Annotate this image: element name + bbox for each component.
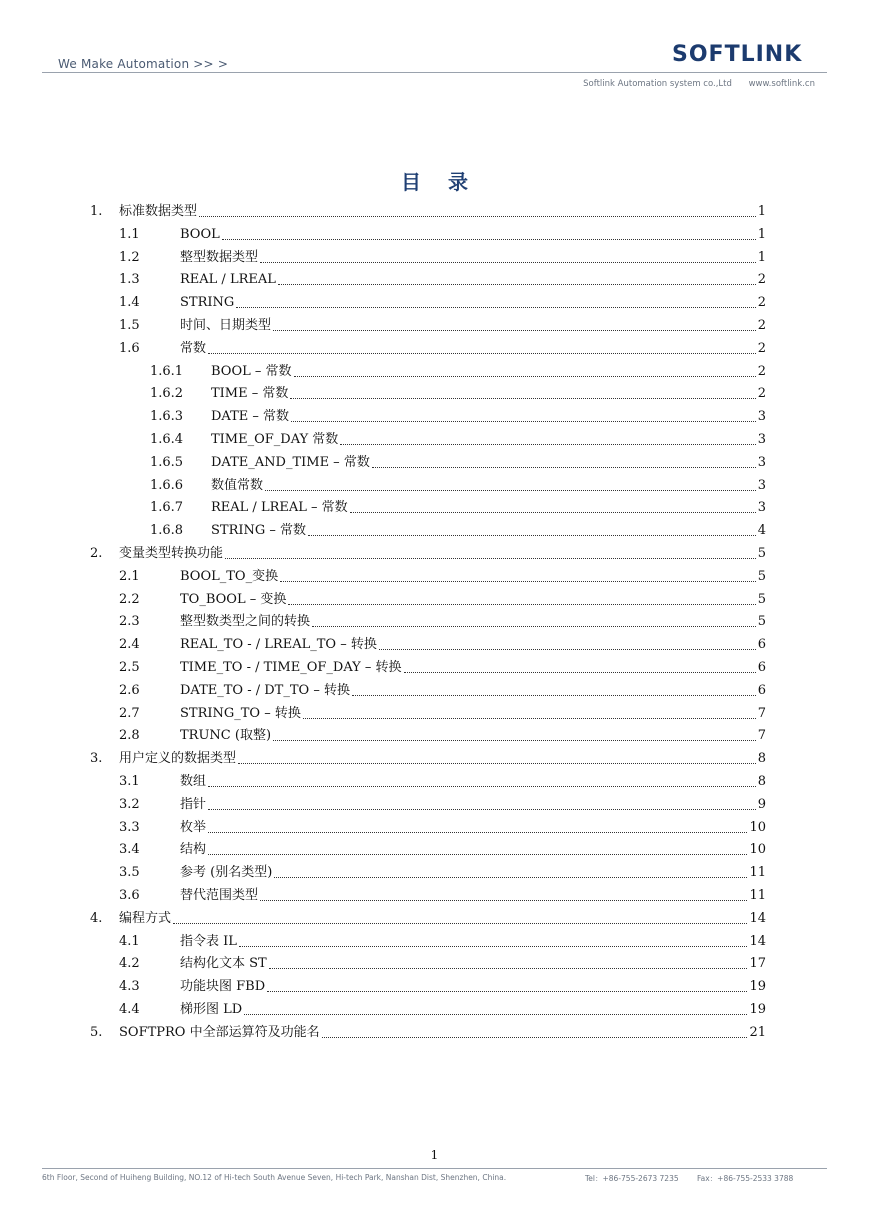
toc-entry[interactable] — [0, 496, 869, 516]
website[interactable]: www.softlink.cn — [748, 79, 815, 89]
toc-leader-dots — [322, 1037, 748, 1038]
toc-entry[interactable] — [0, 793, 869, 813]
toc-leader-dots — [238, 763, 756, 764]
toc-leader-dots — [239, 946, 748, 947]
toc-entry[interactable] — [0, 200, 869, 220]
toc-entry-page: 2 — [757, 386, 766, 402]
footer-tel: Tel：+86-755-2673 7235 — [585, 1174, 679, 1183]
toc-leader-dots — [291, 421, 756, 422]
toc-leader-dots — [352, 695, 756, 696]
toc-entry-number: 1.5 — [119, 318, 140, 333]
toc-leader-dots — [225, 558, 756, 559]
toc-entry-label: 指令表 IL — [180, 933, 237, 949]
toc-leader-dots — [208, 854, 747, 855]
toc-entry-number: 1. — [90, 204, 103, 219]
toc-entry-number: 1.6.7 — [150, 500, 184, 516]
toc-entry-page: 10 — [749, 819, 766, 835]
toc-leader-dots — [372, 467, 756, 468]
page-number: 1 — [430, 1148, 439, 1162]
toc-entry[interactable] — [0, 268, 869, 288]
toc-entry-number: 2. — [90, 546, 103, 561]
toc-entry-page: 6 — [757, 682, 766, 698]
toc-leader-dots — [379, 649, 756, 650]
toc-entry-number: 2.8 — [119, 728, 140, 744]
toc-leader-dots — [280, 581, 756, 582]
toc-entry-label: 数组 — [180, 774, 207, 789]
toc-entry-label: 整型数类型之间的转换 — [180, 614, 311, 630]
toc-entry-number: 5. — [90, 1024, 103, 1040]
toc-leader-dots — [173, 923, 747, 924]
toc-entry-label: TIME_OF_DAY 常数 — [211, 432, 339, 447]
toc-entry-label: 结构 — [180, 842, 207, 858]
toc-entry-label: TO_BOOL – 变换 — [180, 591, 287, 607]
toc-entry-label: 整型数据类型 — [180, 249, 259, 265]
toc-leader-dots — [312, 626, 756, 627]
toc-entry-number: 3. — [90, 751, 103, 767]
toc-entry[interactable] — [0, 519, 869, 539]
toc-entry[interactable] — [0, 314, 869, 334]
toc-entry-number: 2.5 — [119, 660, 140, 675]
toc-entry-label: TRUNC (取整) — [180, 728, 272, 744]
toc-entry-page: 5 — [757, 546, 766, 561]
toc-entry-page: 3 — [757, 500, 766, 516]
toc-leader-dots — [208, 786, 756, 787]
toc-entry-label: STRING – 常数 — [211, 523, 307, 539]
toc-entry-page: 9 — [757, 796, 766, 812]
toc-entry-label: 参考 (别名类型) — [180, 865, 273, 881]
toc-entry-page: 1 — [757, 226, 766, 242]
toc-entry-label: REAL / LREAL — [180, 272, 276, 288]
toc-leader-dots — [244, 1014, 747, 1015]
toc-entry-label: STRING_TO – 转换 — [180, 705, 301, 721]
toc-entry-label: REAL_TO - / LREAL_TO – 转换 — [180, 637, 377, 653]
toc-entry-page: 10 — [749, 842, 766, 858]
toc-entry-number: 1.6.3 — [150, 409, 184, 425]
toc-entry-page: 4 — [757, 523, 766, 539]
toc-entry-page: 5 — [757, 591, 766, 607]
toc-entry[interactable] — [0, 907, 869, 927]
toc-entry-number: 2.7 — [119, 705, 140, 721]
toc-entry-label: SOFTPRO 中全部运算符及功能名 — [119, 1024, 320, 1040]
toc-entry-label: 替代范围类型 — [180, 888, 259, 903]
toc-entry-page: 7 — [757, 728, 766, 744]
toc-entry-number: 1.6.5 — [150, 454, 184, 470]
toc-entry-number: 4. — [90, 910, 103, 926]
header-slogan: We Make Automation >> > — [58, 57, 229, 71]
toc-leader-dots — [267, 991, 747, 992]
toc-entry[interactable] — [0, 405, 869, 425]
toc-entry[interactable] — [0, 337, 869, 357]
toc-entry-number: 1.3 — [119, 272, 140, 288]
toc-entry-number: 4.3 — [119, 979, 140, 995]
company-name: Softlink Automation system co.,Ltd — [583, 79, 732, 89]
toc-entry[interactable] — [0, 382, 869, 402]
toc-entry-number: 1.6.6 — [150, 477, 184, 493]
toc-entry-label: 常数 — [180, 340, 207, 356]
toc-entry-number: 1.6.8 — [150, 523, 184, 539]
toc-leader-dots — [236, 307, 755, 308]
footer-address: 6th Floor, Second of Huiheng Building, NO.12 of Hi-tech South Avenue Seven, Hi-tech Park, Nanshan Dist, Shenzhen, China. — [42, 1173, 507, 1182]
toc-entry-label: BOOL_TO_变换 — [180, 568, 279, 584]
toc-entry[interactable] — [0, 838, 869, 858]
toc-leader-dots — [294, 376, 756, 377]
toc-leader-dots — [269, 968, 748, 969]
toc-entry-page: 14 — [749, 933, 766, 949]
toc-entry-label: STRING — [180, 295, 235, 311]
toc-entry[interactable] — [0, 291, 869, 311]
toc-entry-number: 1.6 — [119, 340, 140, 356]
toc-title: 目 录 — [401, 170, 478, 194]
toc-entry-label: 时间、日期类型 — [180, 318, 272, 333]
toc-entry[interactable] — [0, 565, 869, 585]
toc-leader-dots — [288, 604, 755, 605]
toc-entry[interactable] — [0, 747, 869, 767]
toc-leader-dots — [208, 832, 747, 833]
toc-entry-number: 3.3 — [119, 819, 140, 835]
toc-leader-dots — [260, 262, 756, 263]
toc-entry-number: 1.4 — [119, 295, 140, 311]
toc-entry[interactable] — [0, 451, 869, 471]
toc-leader-dots — [308, 535, 756, 536]
softlink-logo: SOFTLINK — [672, 42, 803, 67]
toc-leader-dots — [260, 900, 747, 901]
toc-entry-page: 3 — [757, 409, 766, 425]
toc-entry-label: 用户定义的数据类型 — [119, 751, 237, 767]
toc-entry-number: 3.2 — [119, 796, 140, 812]
toc-entry-page: 1 — [757, 249, 766, 265]
toc-entry-page: 2 — [757, 340, 766, 356]
toc-entry-page: 2 — [757, 318, 766, 333]
toc-entry-number: 2.3 — [119, 614, 140, 630]
toc-leader-dots — [274, 877, 747, 878]
toc-entry[interactable] — [0, 702, 869, 722]
toc-entry-page: 14 — [749, 910, 766, 926]
toc-entry-number: 2.6 — [119, 682, 140, 698]
toc-entry[interactable] — [0, 975, 869, 995]
toc-entry-page: 3 — [757, 477, 766, 493]
toc-leader-dots — [208, 353, 756, 354]
toc-entry[interactable] — [0, 474, 869, 494]
toc-entry-page: 7 — [757, 705, 766, 721]
toc-entry-number: 4.4 — [119, 1002, 140, 1017]
footer-fax: Fax：+86-755-2533 3788 — [697, 1174, 794, 1183]
toc-entry-number: 3.1 — [119, 774, 140, 789]
toc-leader-dots — [199, 216, 756, 217]
toc-entry[interactable] — [0, 679, 869, 699]
toc-entry-page: 11 — [749, 888, 766, 903]
toc-leader-dots — [340, 444, 755, 445]
toc-leader-dots — [278, 284, 756, 285]
toc-entry[interactable] — [0, 770, 869, 790]
toc-entry[interactable] — [0, 223, 869, 243]
toc-entry[interactable] — [0, 952, 869, 972]
toc-entry-number: 2.4 — [119, 637, 140, 653]
toc-entry-page: 6 — [757, 637, 766, 653]
toc-entry-label: 结构化文本 ST — [180, 956, 267, 972]
toc-entry-number: 4.2 — [119, 956, 140, 972]
toc-entry-label: 枚举 — [180, 819, 207, 835]
toc-entry-page: 17 — [749, 956, 766, 972]
toc-entry-label: 数值常数 — [211, 477, 264, 493]
toc-entry-label: DATE – 常数 — [211, 409, 290, 425]
header-sub — [569, 79, 815, 89]
toc-entry-label: 变量类型转换功能 — [119, 546, 224, 561]
toc-entry-number: 3.6 — [119, 888, 140, 903]
footer-rule — [42, 1168, 827, 1169]
toc-entry[interactable] — [0, 861, 869, 881]
toc-leader-dots — [273, 740, 756, 741]
toc-entry-number: 1.2 — [119, 249, 140, 265]
toc-entry[interactable] — [0, 360, 869, 380]
toc-entry-label: TIME_TO - / TIME_OF_DAY – 转换 — [180, 660, 402, 675]
toc-entry-label: BOOL — [180, 226, 220, 242]
toc-entry-page: 2 — [757, 295, 766, 311]
toc-entry-number: 3.4 — [119, 842, 140, 858]
toc-entry-number: 1.1 — [119, 226, 140, 242]
toc-entry-number: 1.6.2 — [150, 386, 184, 402]
toc-entry[interactable] — [0, 816, 869, 836]
toc-leader-dots — [303, 718, 756, 719]
toc-entry-page: 11 — [749, 865, 766, 881]
toc-entry[interactable] — [0, 656, 869, 676]
toc-leader-dots — [208, 809, 756, 810]
toc-leader-dots — [290, 398, 755, 399]
toc-entry-page: 8 — [757, 751, 766, 767]
toc-entry-label: DATE_AND_TIME – 常数 — [211, 454, 370, 470]
toc-entry-page: 19 — [749, 1002, 766, 1017]
toc-entry[interactable] — [0, 588, 869, 608]
toc-entry-page: 21 — [749, 1024, 766, 1040]
toc-entry-page: 5 — [757, 614, 766, 630]
toc-entry-label: REAL / LREAL – 常数 — [211, 500, 348, 516]
toc-leader-dots — [222, 239, 756, 240]
toc-entry[interactable] — [0, 884, 869, 904]
toc-entry-label: 编程方式 — [119, 910, 172, 926]
toc-entry[interactable] — [0, 930, 869, 950]
toc-entry-label: 梯形图 LD — [180, 1002, 243, 1017]
toc-entry-label: 标准数据类型 — [119, 204, 198, 219]
toc-entry-label: TIME – 常数 — [211, 386, 289, 402]
toc-leader-dots — [265, 490, 756, 491]
toc-entry-label: BOOL – 常数 — [211, 363, 292, 379]
toc-entry-page: 3 — [757, 432, 766, 447]
toc-entry[interactable] — [0, 1021, 869, 1041]
toc-entry-number: 1.6.4 — [150, 432, 184, 447]
toc-entry[interactable] — [0, 542, 869, 562]
toc-entry-label: DATE_TO - / DT_TO – 转换 — [180, 682, 350, 698]
toc-entry-number: 2.2 — [119, 591, 140, 607]
toc-entry-page: 2 — [757, 272, 766, 288]
header-rule — [42, 72, 827, 73]
toc-leader-dots — [350, 512, 756, 513]
toc-entry[interactable] — [0, 998, 869, 1018]
toc-entry[interactable] — [0, 610, 869, 630]
toc-entry-page: 8 — [757, 774, 766, 789]
toc-entry-number: 4.1 — [119, 933, 140, 949]
toc-entry-page: 1 — [757, 204, 766, 219]
toc-entry-page: 3 — [757, 454, 766, 470]
toc-entry[interactable] — [0, 633, 869, 653]
toc-entry-number: 1.6.1 — [150, 363, 184, 379]
toc-entry-page: 19 — [749, 979, 766, 995]
toc-entry-label: 指针 — [180, 796, 207, 812]
toc-entry[interactable] — [0, 428, 869, 448]
toc-leader-dots — [273, 330, 756, 331]
toc-entry-page: 2 — [757, 363, 766, 379]
toc-entry[interactable] — [0, 724, 869, 744]
toc-entry-number: 2.1 — [119, 568, 140, 584]
toc-entry-page: 5 — [757, 568, 766, 584]
toc-entry-number: 3.5 — [119, 865, 140, 881]
toc-entry-label: 功能块图 FBD — [180, 979, 266, 995]
toc-entry[interactable] — [0, 246, 869, 266]
toc-leader-dots — [404, 672, 756, 673]
toc-entry-page: 6 — [757, 660, 766, 675]
